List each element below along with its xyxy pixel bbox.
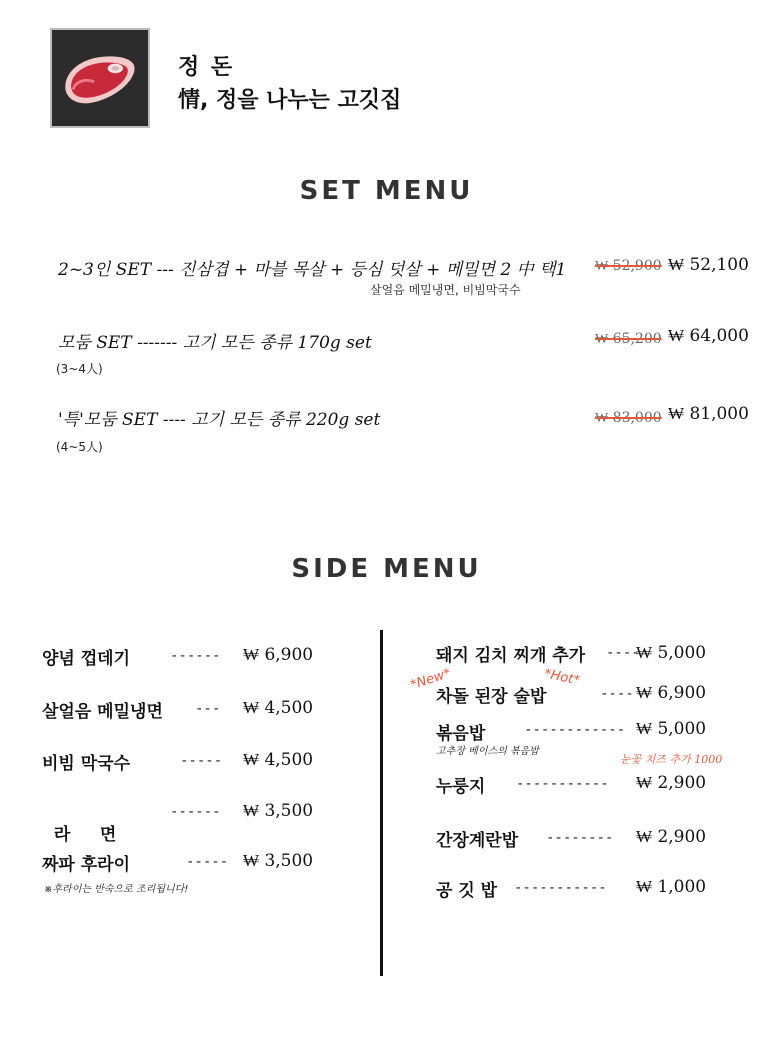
side-item-name: 비빔 막국수	[42, 754, 131, 774]
set-item-2-new-price: ₩ 64,000	[668, 326, 749, 346]
hot-tag: *Hot*	[542, 666, 581, 689]
set-item-dashes: ---	[156, 260, 174, 280]
set-item-3	[58, 405, 380, 430]
side-menu-title: SIDE MENU	[291, 554, 482, 584]
set-item-dashes: -------	[137, 333, 178, 353]
set-item-2-pax: (3~4人)	[56, 362, 103, 376]
side-item-right-1	[436, 641, 585, 666]
side-item-right-4	[436, 772, 485, 797]
side-item-dashes: -----------	[514, 880, 607, 896]
side-item-price: ₩ 2,900	[636, 773, 707, 793]
column-divider	[380, 630, 383, 976]
brand-slogan: 情, 정을 나누는 고깃집	[178, 88, 402, 113]
side-item-dashes: -----------	[516, 776, 609, 792]
side-item-dashes: ----	[600, 686, 634, 702]
side-item-left-5	[42, 850, 130, 875]
side-item-dashes: ---	[195, 701, 221, 717]
set-item-desc: 진삼겹 + 마블 목살 + 등심 덧살 + 메밀면 2 中 택1	[179, 260, 567, 280]
side-item-price: ₩ 3,500	[243, 801, 314, 821]
logo	[50, 28, 150, 128]
side-item-price: ₩ 6,900	[243, 645, 314, 665]
fried-rice-note: 고추장 베이스의 볶음밥	[436, 746, 539, 757]
cheese-note: 눈꽃 치즈 추가 1000	[620, 753, 723, 766]
side-item-left-1	[42, 644, 130, 669]
side-item-price: ₩ 4,500	[243, 750, 314, 770]
side-item-name: 양념 껍데기	[42, 649, 131, 669]
set-item-2-old-price: ₩ 65,200	[595, 331, 662, 347]
set-item-3-new-price: ₩ 81,000	[668, 404, 749, 424]
side-item-name: 살얼음 메밀냉면	[42, 702, 163, 722]
side-item-dashes: -----	[186, 854, 229, 870]
side-item-price: ₩ 5,000	[636, 643, 707, 663]
side-item-right-2	[436, 682, 546, 707]
side-item-price: ₩ 1,000	[636, 877, 707, 897]
side-item-price: ₩ 2,900	[636, 827, 707, 847]
set-item-name: 2~3인 SET	[58, 260, 152, 280]
side-item-name: 누룽지	[436, 777, 486, 797]
set-menu-title: SET MENU	[299, 176, 474, 206]
side-item-right-3	[436, 719, 485, 744]
set-item-3-old-price: ₩ 83,000	[595, 410, 662, 426]
set-item-name: 모둠 SET	[58, 333, 132, 353]
side-item-price: ₩ 6,900	[636, 683, 707, 703]
side-item-price: ₩ 4,500	[243, 698, 314, 718]
side-item-price: ₩ 5,000	[636, 719, 707, 739]
side-item-name: 라 면	[53, 825, 117, 845]
brand-name: 정 돈	[178, 55, 235, 80]
side-item-name: 차돌 된장 술밥	[436, 687, 547, 707]
set-item-1	[58, 255, 566, 280]
side-item-name: 짜파 후라이	[42, 855, 131, 875]
set-item-dashes: ----	[162, 410, 186, 430]
side-item-right-6	[436, 876, 497, 901]
side-item-price: ₩ 3,500	[243, 851, 314, 871]
set-item-desc: 고기 모든 종류 220g set	[191, 410, 381, 430]
steak-icon	[52, 30, 148, 126]
set-item-3-pax: (4~5人)	[56, 440, 103, 454]
side-item-right-5	[436, 826, 518, 851]
side-item-dashes: ------	[170, 804, 221, 820]
set-item-1-note: 살얼음 메밀냉면, 비빔막국수	[370, 283, 521, 297]
side-item-name: 공 깃 밥	[436, 881, 498, 901]
side-item-dashes: --------	[546, 830, 614, 846]
side-item-dashes: ------------	[524, 722, 626, 738]
side-item-dashes: ----	[606, 645, 640, 661]
fried-egg-note: ※후라이는 반숙으로 조리됩니다!	[44, 884, 189, 895]
set-item-desc: 고기 모든 종류 170g set	[182, 333, 372, 353]
side-item-left-4	[42, 800, 116, 845]
set-item-name: '특'모둠 SET	[58, 410, 158, 430]
set-item-1-new-price: ₩ 52,100	[668, 255, 749, 275]
side-item-name: 간장계란밥	[436, 831, 519, 851]
new-tag: *New*	[408, 665, 453, 694]
side-item-left-2	[42, 697, 163, 722]
side-item-dashes: -----	[180, 753, 223, 769]
side-item-name: 볶음밥	[436, 724, 486, 744]
set-item-2	[58, 328, 372, 353]
side-item-dashes: ------	[170, 648, 221, 664]
side-item-name: 돼지 김치 찌개 추가	[436, 646, 586, 666]
side-item-left-3	[42, 749, 130, 774]
set-item-1-old-price: ₩ 52,900	[595, 258, 662, 274]
